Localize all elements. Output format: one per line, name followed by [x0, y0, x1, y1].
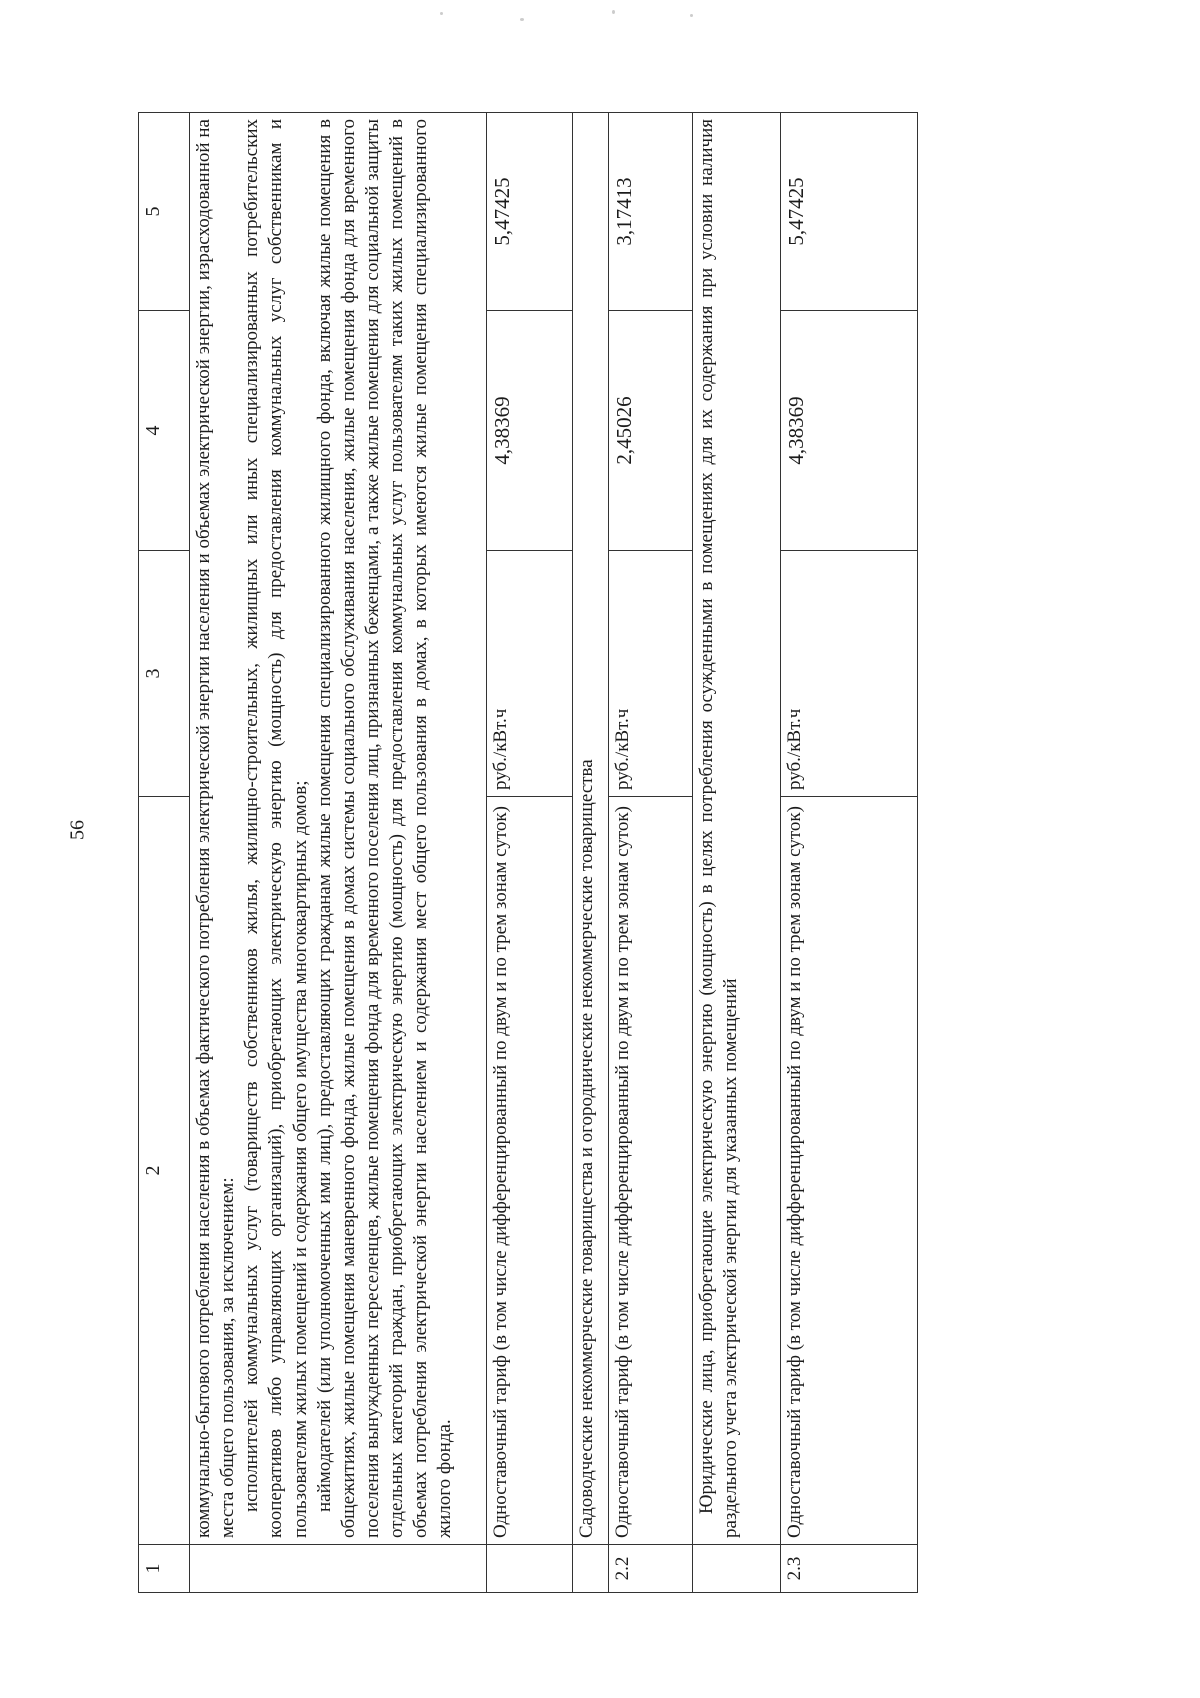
row-number: 2.2 [609, 1545, 693, 1593]
table-row [609, 113, 693, 1593]
tariff-unit: руб./кВт.ч [781, 551, 918, 797]
table-row [487, 113, 573, 1593]
tariff-value-col4: 4,38369 [487, 311, 573, 551]
scan-speck [612, 10, 615, 14]
tariff-name: Одноставочный тариф (в том числе дифференцированный по двум и по трем зонам суток) [781, 797, 918, 1545]
header-col-4: 4 [139, 311, 190, 551]
section-title-text: Юридические лица, приобретающие электрическую энергию (мощность) в целях потребления осужденными в помещениях для их содержания при условии наличия раздельного учета электрической энергии для указанных помещений [696, 119, 742, 1538]
table-section-row [693, 113, 781, 1593]
tariff-value-col5: 5,47425 [487, 113, 573, 311]
intro-text-cell [190, 113, 487, 1545]
intro-paragraph: наймодателей (или уполномоченных ими лиц), предоставляющих гражданам жилые помещения специализированного жилищного фонда, включая жилые помещения в общежитиях, жилые помещения маневренного фонда, жилые помещения в домах системы социального обслуживания населения, жилые помещения фонда для временного поселения вынужденных переселенцев, жилые помещения фонда для временного поселения лиц, признанных беженцами, а также жилые помещения для социальной защиты отдельных категорий граждан, приобретающих электрическую энергию (мощность) для предоставления коммунальных услуг пользователям таких жилых помещений в объемах потребления электрической энергии населением и содержания мест общего пользования в домах, в которых имеются жилые помещения специализированного жилого фонда. [313, 119, 456, 1538]
tariff-value-col5: 5,47425 [781, 113, 918, 311]
row-number: 2.3 [781, 1545, 918, 1593]
header-col-3: 3 [139, 551, 190, 797]
scan-speck [520, 18, 524, 21]
page-number: 56 [66, 820, 89, 840]
section-title: Садоводческие некоммерческие товарищества и огороднические некоммерческие товарищества [573, 113, 609, 1545]
table-row [781, 113, 918, 1593]
tariff-unit: руб./кВт.ч [487, 551, 573, 797]
row-number [487, 1545, 573, 1593]
tariff-table-container [138, 113, 918, 1593]
scan-speck [690, 14, 693, 17]
section-title [693, 113, 781, 1545]
tariff-table [138, 112, 918, 1593]
scan-speck [440, 12, 443, 15]
section-num-cell [573, 1545, 609, 1593]
tariff-value-col5: 3,17413 [609, 113, 693, 311]
table-row-intro [190, 113, 487, 1593]
table-header-row [139, 113, 190, 1593]
tariff-unit: руб./кВт.ч [609, 551, 693, 797]
header-col-1: 1 [139, 1545, 190, 1593]
tariff-value-col4: 2,45026 [609, 311, 693, 551]
intro-paragraph: коммунально-бытового потребления населения в объемах фактического потребления электрической энергии населения и объемах электрической энергии, израсходованной на места общего пользования, за исключением: [193, 119, 239, 1538]
intro-paragraph: исполнителей коммунальных услуг (товариществ собственников жилья, жилищно-строительных, жилищных или иных специализированных потребительских кооперативов либо управляющих организаций), приобретающих электрическую энергию (мощность) для предоставления коммунальных услуг собственникам и пользователям жилых помещений и содержания общего имущества многоквартирных домов; [241, 119, 311, 1538]
intro-num-cell [190, 1545, 487, 1593]
section-num-cell [693, 1545, 781, 1593]
tariff-value-col4: 4,38369 [781, 311, 918, 551]
tariff-name: Одноставочный тариф (в том числе дифференцированный по двум и по трем зонам суток) [487, 797, 573, 1545]
header-col-2: 2 [139, 797, 190, 1545]
table-section-row [573, 113, 609, 1593]
tariff-name: Одноставочный тариф (в том числе дифференцированный по двум и по трем зонам суток) [609, 797, 693, 1545]
header-col-5: 5 [139, 113, 190, 311]
